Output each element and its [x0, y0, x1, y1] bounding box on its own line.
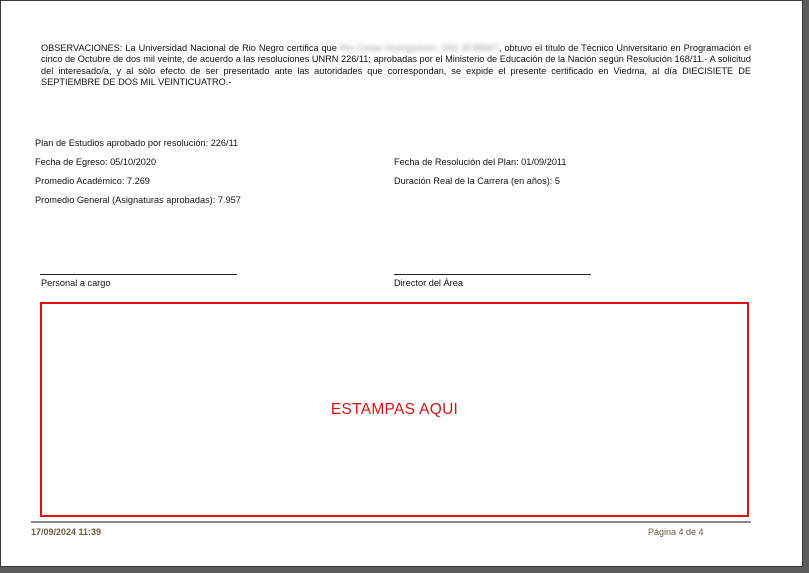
observations-prefix: OBSERVACIONES: La Universidad Nacional de Rio Negro certifica que [41, 43, 337, 53]
footer-page-number: Página 4 de 4 [648, 527, 704, 537]
signature-label-right: Director del Área [394, 278, 463, 288]
signature-label-left: Personal a cargo [41, 278, 111, 288]
observations-body: , obtuvo el título de Técnico Universitario en Programación el cinco de Octubre de dos mil veinte, de acuerdo a las resoluciones UNRN 226/11; aprobadas por el Ministerio de Educación de la Nación según Resolución 168/11.- A solicitud del interesado/a, y al sólo efecto de ser presentado ante las autoridades que correspondan, se expide el presente certificado en Viedma, al día DIECISIETE DE SEPTIEMBRE DE DOS MIL VEINTICUATRO.- [41, 43, 751, 87]
observations-paragraph [41, 43, 751, 88]
career-duration: Duración Real de la Carrera (en años): 5 [394, 176, 560, 186]
signature-line-left [40, 274, 237, 275]
plan-resolution: Plan de Estudios aprobado por resolución: 226/11 [35, 138, 239, 148]
footer-datetime: 17/09/2024 11:39 [31, 527, 102, 537]
academic-average: Promedio Académico: 7.269 [35, 176, 150, 186]
redacted-name: Rio Cesar Huerguilcon, DNI 3F88847 [339, 43, 499, 53]
stamp-area [40, 302, 749, 517]
plan-resolution-date: Fecha de Resolución del Plan: 01/09/2011 [394, 157, 567, 167]
general-average: Promedio General (Asignaturas aprobadas): 7.957 [35, 195, 241, 205]
stamp-label: ESTAMPAS AQUI [330, 400, 459, 418]
footer-divider [31, 521, 751, 523]
signature-line-right [394, 274, 591, 275]
graduation-date: Fecha de Egreso: 05/10/2020 [35, 157, 157, 167]
